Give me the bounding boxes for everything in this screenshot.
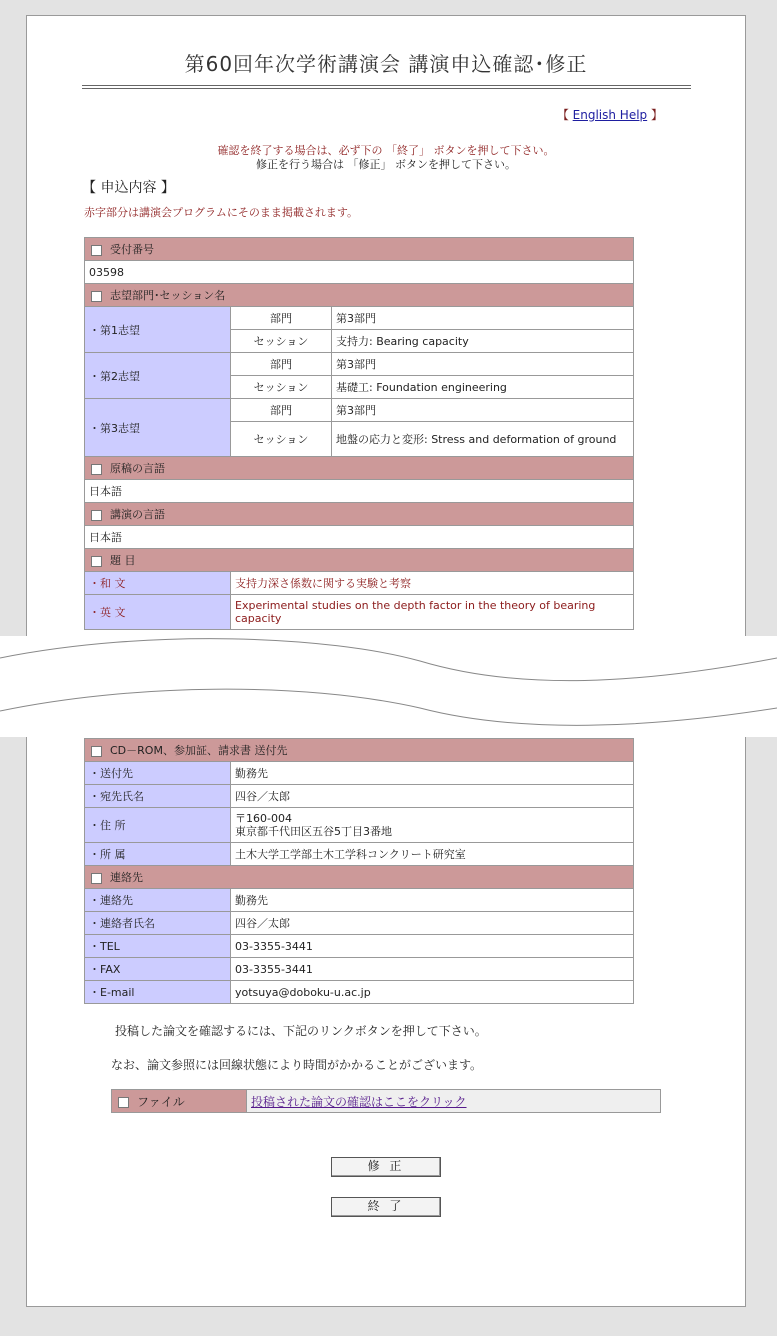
choice-2-session-label: セッション (231, 376, 332, 399)
contact-label: 連絡先 (110, 871, 143, 884)
choice-1-session: 支持力: Bearing capacity (332, 330, 634, 353)
topic-label: 題 目 (110, 554, 136, 567)
preferences-label: 志望部門･セッション名 (110, 289, 226, 302)
application-table-upper (84, 237, 634, 630)
receipt-header (85, 238, 634, 261)
red-note: 赤字部分は講演会プログラムにそのまま掲載されます。 (84, 206, 359, 219)
instruction-notice (27, 144, 745, 172)
checkbox-icon (91, 291, 102, 302)
manuscript-language-label: 原稿の言語 (110, 462, 165, 475)
shipping-affiliation-value: 土木大学工学部土木工学科コンクリート研究室 (231, 843, 634, 866)
finish-button[interactable]: 終 了 (331, 1197, 441, 1217)
topic-header (85, 549, 634, 572)
shipping-name-label: ・宛先氏名 (85, 785, 231, 808)
choice-3-label: ・第3志望 (85, 399, 231, 457)
contact-tel-label: ・TEL (85, 935, 231, 958)
shipping-dest-label: ・送付先 (85, 762, 231, 785)
choice-2-label: ・第2志望 (85, 353, 231, 399)
choice-2-dept-label: 部門 (231, 353, 332, 376)
lecture-language-header (85, 503, 634, 526)
contact-header (85, 866, 634, 889)
shipping-postal-code: 〒160-004 (235, 812, 292, 825)
choice-1-dept-label: 部門 (231, 307, 332, 330)
checkbox-icon (91, 464, 102, 475)
checkbox-icon (91, 510, 102, 521)
file-link-cell (247, 1090, 661, 1113)
edit-button[interactable]: 修 正 (331, 1157, 441, 1177)
paper-check-link[interactable]: 投稿された論文の確認はここをクリック (251, 1094, 467, 1109)
footer-paragraph-2: なお、論文参照には回線状態により時間がかかることがございます。 (111, 1058, 483, 1072)
choice-1-label: ・第1志望 (85, 307, 231, 353)
contact-fax-value: 03-3355-3441 (231, 958, 634, 981)
manuscript-language-header (85, 457, 634, 480)
choice-3-session: 地盤の応力と変形: Stress and deformation of ground (332, 422, 634, 457)
file-label-cell (112, 1090, 247, 1113)
contact-dest-label: ・連絡先 (85, 889, 231, 912)
checkbox-icon (91, 245, 102, 256)
choice-1-dept: 第3部門 (332, 307, 634, 330)
contact-name-value: 四谷／太郎 (231, 912, 634, 935)
file-table (111, 1089, 661, 1113)
contact-name-label: ・連絡者氏名 (85, 912, 231, 935)
choice-3-dept: 第3部門 (332, 399, 634, 422)
choice-2-dept: 第3部門 (332, 353, 634, 376)
contact-email-value: yotsuya@doboku-u.ac.jp (231, 981, 634, 1004)
checkbox-icon (91, 746, 102, 757)
section-title: 【 申込内容 】 (82, 180, 175, 196)
topic-en-label: ・英 文 (85, 595, 231, 630)
title-divider-bottom (82, 88, 691, 89)
choice-3-session-label: セッション (231, 422, 332, 457)
notice-finish-text: 確認を終了する場合は、必ず下の 「終了」 ボタンを押して下さい。 (217, 144, 555, 157)
page-title: 第60回年次学術講演会 講演申込確認･修正 (184, 52, 588, 76)
shipping-header (85, 739, 634, 762)
shipping-address-value (231, 808, 634, 843)
preferences-header (85, 284, 634, 307)
file-label: ファイル (137, 1094, 185, 1109)
choice-2-session: 基礎工: Foundation engineering (332, 376, 634, 399)
shipping-name-value: 四谷／太郎 (231, 785, 634, 808)
manuscript-language-value: 日本語 (85, 480, 634, 503)
shipping-dest-value: 勤務先 (231, 762, 634, 785)
shipping-label: CD－ROM、参加証、請求書 送付先 (110, 744, 288, 757)
footer-paragraph-1: 投稿した論文を確認するには、下記のリンクボタンを押して下さい。 (115, 1024, 487, 1038)
contact-dest-value: 勤務先 (231, 889, 634, 912)
contact-fax-label: ・FAX (85, 958, 231, 981)
checkbox-icon (91, 873, 102, 884)
choice-1-session-label: セッション (231, 330, 332, 353)
notice-edit-text: 修正を行う場合は 「修正」 ボタンを押して下さい。 (256, 158, 516, 171)
title-divider-top (82, 85, 691, 86)
topic-ja-label: ・和 文 (85, 572, 231, 595)
lecture-language-label: 講演の言語 (110, 508, 165, 521)
choice-3-dept-label: 部門 (231, 399, 332, 422)
shipping-affiliation-label: ・所 属 (85, 843, 231, 866)
receipt-number: 03598 (85, 261, 634, 284)
lecture-language-value: 日本語 (85, 526, 634, 549)
checkbox-icon (91, 556, 102, 567)
application-table-lower (84, 738, 634, 1004)
english-help-label[interactable]: English Help (572, 108, 648, 122)
checkbox-icon (118, 1097, 129, 1108)
english-help-link[interactable]: 【 English Help 】 (556, 108, 663, 122)
contact-tel-value: 03-3355-3441 (231, 935, 634, 958)
shipping-address-label: ・住 所 (85, 808, 231, 843)
receipt-label: 受付番号 (110, 243, 154, 256)
topic-ja-value: 支持力深さ係数に関する実験と考察 (231, 572, 634, 595)
topic-en-value: Experimental studies on the depth factor in the theory of bearing capacity (231, 595, 634, 630)
page-break-wave (0, 636, 777, 737)
contact-email-label: ・E-mail (85, 981, 231, 1004)
shipping-address-line: 東京都千代田区五谷5丁目3番地 (235, 825, 392, 838)
